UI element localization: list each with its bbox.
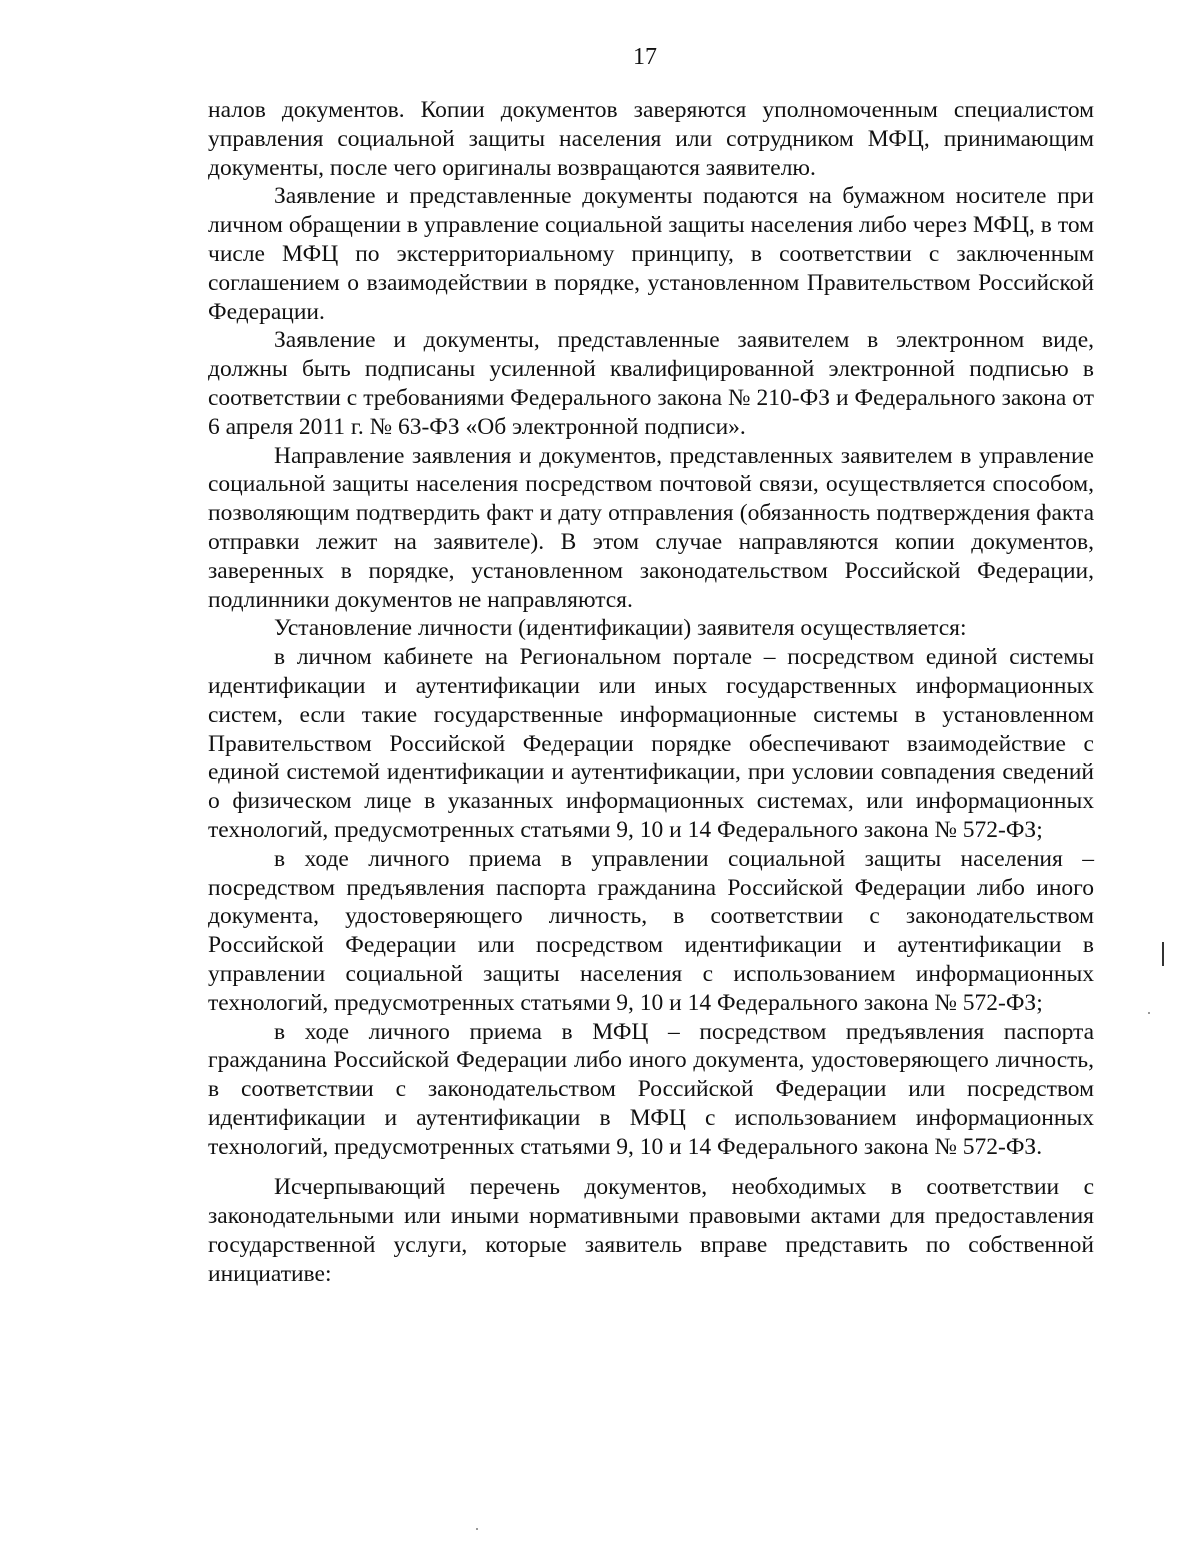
paragraph-documents-list-intro: Исчерпывающий перечень документов, необходимых в соответствии с законодательными или иными нормативными правовыми актами для предоставления государственной услуги, которые заявитель вправе представить по собственной инициативе: [208, 1174, 1094, 1287]
document-body [208, 96, 1094, 1289]
paragraph-electronic-signature: Заявление и документы, представленные заявителем в электронном виде, должны быть подписаны усиленной квалифицированной электронной подписью в соответствии с требованиями Федерального закона № 210-ФЗ и Федерального закона от 6 апреля 2011 г. № 63-ФЗ «Об электронной подписи». [208, 327, 1094, 440]
scan-speck [476, 1528, 478, 1530]
paragraph-postal-submission: Направление заявления и документов, представленных заявителем в управление социальной защиты населения посредством почтовой связи, осуществляется способом, позволяющим подтвердить факт и дату отправления (обязанность подтверждения факта отправки лежит на заявителе). В этом случае направляются копии документов, заверенных в порядке, установленном законодательством Российской Федерации, подлинники документов не направляются. [208, 442, 1094, 613]
paragraph-continuation: налов документов. Копии документов заверяются уполномоченным специалистом управления социальной защиты населения или сотрудником МФЦ, принимающим документы, после чего оригиналы возвращаются заявителю. [208, 97, 1094, 181]
paragraph-identification-mfc: в ходе личного приема в МФЦ – посредством предъявления паспорта гражданина Российской Федерации либо иного документа, удостоверяющего личность, в соответствии с законодательством Российской Федерации или посредством идентификации и аутентификации в МФЦ с использованием информационных технологий, предусмотренных статьями 9, 10 и 14 Федерального закона № 572-ФЗ. [208, 1018, 1094, 1160]
paragraph-identification-office: в ходе личного приема в управлении социальной защиты населения – посредством предъявления паспорта гражданина Российской Федерации либо иного документа, удостоверяющего личность, в соответствии с законодательством Российской Федерации или посредством идентификации и аутентификации в управлении социальной защиты населения с использованием информационных технологий, предусмотренных статьями 9, 10 и 14 Федерального закона № 572-ФЗ; [208, 845, 1094, 1016]
margin-scan-mark [1162, 942, 1164, 966]
page-number: 17 [633, 44, 657, 70]
paragraph-identification-intro: Установление личности (идентификации) заявителя осуществляется: [274, 615, 967, 642]
scan-speck [1148, 1012, 1150, 1014]
paragraph-paper-submission: Заявление и представленные документы подаются на бумажном носителе при личном обращении в управление социальной защиты населения либо через МФЦ, в том числе МФЦ по экстерриториальному принципу, в соответствии с заключенным соглашением о взаимодействии в порядке, установленном Правительством Российской Федерации. [208, 183, 1094, 325]
paragraph-identification-portal: в личном кабинете на Региональном портале – посредством единой системы идентификации и аутентификации или иных государственных информационных систем, если такие государственные информационные системы в установленном Правительством Российской Федерации порядке обеспечивают взаимодействие с единой системой идентификации и аутентификации, при условии совпадения сведений о физическом лице в указанных информационных системах, или информационных технологий, предусмотренных статьями 9, 10 и 14 Федерального закона № 572-ФЗ; [208, 644, 1094, 843]
